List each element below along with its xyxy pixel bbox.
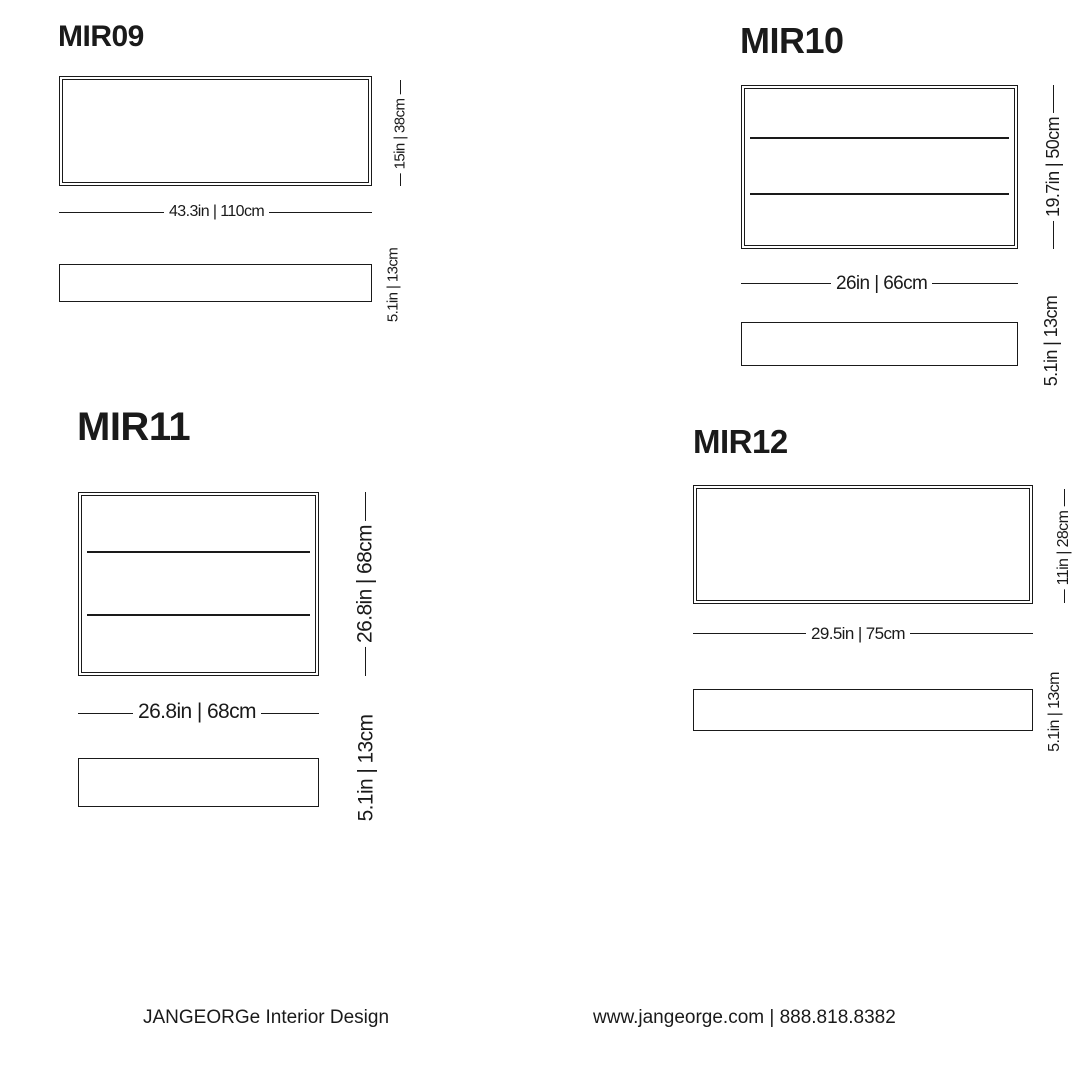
mir12-width-label: 29.5in | 75cm <box>806 625 910 642</box>
mir10-top-view <box>741 322 1018 366</box>
mir10-depth-label: 5.1in | 13cm <box>1042 292 1060 391</box>
mir09-depth-label: 5.1in | 13cm <box>386 244 401 326</box>
mir12-front-view <box>693 485 1033 604</box>
mir10-height-label: 19.7in | 50cm <box>1044 113 1062 221</box>
mir12-height-label: 11in | 28cm <box>1056 507 1072 590</box>
mir12-title: MIR12 <box>693 423 788 460</box>
mir10-title: MIR10 <box>740 20 844 61</box>
mir12-depth-label: 5.1in | 13cm <box>1047 668 1063 756</box>
footer-contact[interactable]: www.jangeorge.com | 888.818.8382 <box>593 1007 896 1028</box>
mir11-front-view <box>78 492 319 676</box>
mir10-shelf-2 <box>750 193 1009 195</box>
mir09-top-view <box>59 264 372 302</box>
mir09-front-view <box>59 76 372 186</box>
mir11-width-label: 26.8in | 68cm <box>133 701 261 722</box>
mir12-top-view <box>693 689 1033 731</box>
footer-company-name: JANGEORGe Interior Design <box>143 1007 390 1028</box>
mir10-width-label: 26in | 66cm <box>831 274 932 293</box>
mir10-shelf-1 <box>750 137 1009 139</box>
mir11-depth-label: 5.1in | 13cm <box>356 711 377 826</box>
mir09-width-label: 43.3in | 110cm <box>164 204 269 220</box>
mir10-front-view <box>741 85 1018 249</box>
mir11-height-label: 26.8in | 68cm <box>355 521 376 647</box>
mir09-title: MIR09 <box>58 20 144 53</box>
mir11-title: MIR11 <box>77 405 191 449</box>
mir11-shelf-2 <box>87 614 310 616</box>
mir11-top-view <box>78 758 319 807</box>
mir09-height-label: 15in | 38cm <box>393 95 408 174</box>
mir11-shelf-1 <box>87 551 310 553</box>
